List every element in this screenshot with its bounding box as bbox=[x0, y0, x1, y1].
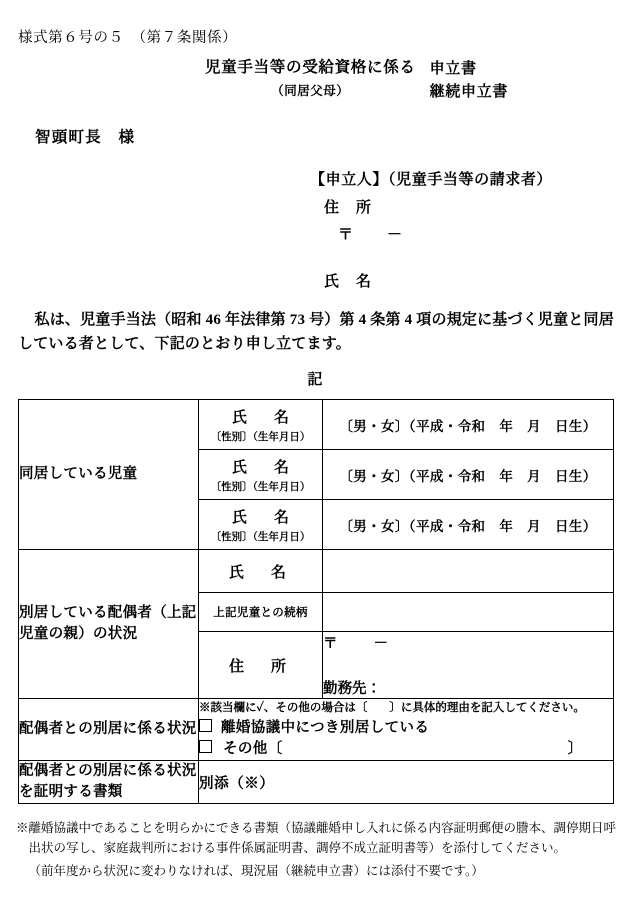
row-header-separated-spouse: 別居している配偶者（上記児童の親）の状況 bbox=[19, 550, 199, 699]
main-form-table bbox=[18, 399, 614, 804]
footnote-line-2: 出状の写し、家庭裁判所における事件係属証明書、調停不成立証明書等）を添付してください。 bbox=[28, 841, 567, 856]
table-row bbox=[19, 400, 614, 450]
note-suffix: 〕に具体的理由を記入してください。 bbox=[389, 702, 585, 714]
form-number: 様式第６号の５ （第７条関係） bbox=[18, 30, 238, 46]
addressee: 智頭町長 様 bbox=[35, 129, 136, 146]
title-variants bbox=[430, 58, 509, 103]
child-1-name-label: 氏 名 bbox=[231, 409, 295, 426]
footnotes bbox=[16, 818, 622, 881]
spouse-relation-input[interactable] bbox=[323, 593, 614, 632]
child-2-sub-label: 〔性別〕（生年月日） bbox=[210, 481, 311, 493]
separation-option-2-bracket-close: 〕 bbox=[567, 741, 583, 758]
table-row bbox=[19, 699, 614, 761]
checkbox-icon[interactable] bbox=[199, 740, 212, 753]
footnote-line-3: （前年度から状況に変わりなければ、現況届（継続申立書）には添付不要です。） bbox=[28, 863, 484, 878]
postal-dash: － bbox=[373, 636, 388, 652]
title-variant-continuation: 継続申立書 bbox=[429, 83, 509, 100]
applicant-postal-line bbox=[338, 223, 610, 244]
proof-documents-value[interactable]: 別添（※） bbox=[199, 761, 614, 804]
separation-option-1-label: 離婚協議中につき別居している bbox=[221, 720, 430, 736]
table-row bbox=[19, 550, 614, 593]
postal-mark-icon: 〒 bbox=[338, 227, 354, 243]
row-header-proof-documents: 配偶者との別居に係る状況を証明する書類 bbox=[19, 761, 199, 804]
child-2-detail[interactable]: 〔男・女〕（平成・令和 年 月 日生） bbox=[323, 450, 614, 500]
document-title-block bbox=[205, 58, 508, 103]
declaration-text bbox=[18, 308, 614, 357]
child-3-sub-label: 〔性別〕（生年月日） bbox=[210, 531, 311, 543]
applicant-address-label: 住 所 bbox=[324, 200, 373, 216]
row-header-cohabiting-children: 同居している児童 bbox=[19, 400, 199, 550]
checkbox-icon[interactable] bbox=[199, 719, 212, 732]
ki-mark: 記 bbox=[307, 372, 323, 388]
table-row bbox=[19, 761, 614, 804]
applicant-name-label: 氏 名 bbox=[324, 274, 373, 290]
spouse-postal-line bbox=[323, 632, 613, 653]
row-header-separation-status: 配偶者との別居に係る状況 bbox=[19, 699, 199, 761]
footnote-line-1: ※離婚協議中であることを明らかにできる書類（協議離婚申し入れに係る内容証明郵便の謄本、調停期日呼 bbox=[16, 821, 617, 835]
separation-option-1[interactable] bbox=[199, 718, 613, 739]
separation-status-note bbox=[199, 699, 613, 715]
separation-status-cell bbox=[199, 699, 614, 761]
separation-option-2[interactable] bbox=[199, 739, 613, 760]
spouse-address-label: 住 所 bbox=[199, 632, 323, 699]
spouse-name-label: 氏 名 bbox=[199, 550, 323, 593]
title-main-wrap bbox=[205, 58, 416, 99]
spouse-workplace-label: 勤務先： bbox=[323, 681, 381, 697]
spouse-address-input[interactable] bbox=[323, 632, 614, 699]
postal-mark-icon: 〒 bbox=[323, 636, 338, 652]
child-3-name-label-cell bbox=[199, 500, 323, 550]
postal-dash: － bbox=[387, 227, 403, 243]
title-variant-application: 申立書 bbox=[429, 61, 477, 77]
child-3-detail[interactable]: 〔男・女〕（平成・令和 年 月 日生） bbox=[323, 500, 614, 550]
page-subtitle: （同居父母） bbox=[271, 84, 350, 99]
note-prefix: ※該当欄に✓、その他の場合は〔 bbox=[199, 702, 368, 714]
child-1-detail[interactable]: 〔男・女〕（平成・令和 年 月 日生） bbox=[323, 400, 614, 450]
applicant-block bbox=[310, 168, 610, 291]
applicant-heading: 【申立人】（児童手当等の請求者） bbox=[310, 172, 553, 188]
declaration-body: 私は、児童手当法（昭和 46 年法律第 73 号）第 4 条第 4 項の規定に基づく児童と同居している者として、下記のとおり申し立てます。 bbox=[18, 312, 614, 353]
child-3-name-label: 氏 名 bbox=[231, 509, 295, 526]
child-1-name-label-cell bbox=[199, 400, 323, 450]
child-2-name-label-cell bbox=[199, 450, 323, 500]
spouse-relation-label: 上記児童との続柄 bbox=[199, 593, 323, 632]
child-2-name-label: 氏 名 bbox=[231, 459, 295, 476]
child-1-sub-label: 〔性別〕（生年月日） bbox=[210, 431, 311, 443]
page-title: 児童手当等の受給資格に係る bbox=[205, 59, 416, 76]
spouse-name-input[interactable] bbox=[323, 550, 614, 593]
separation-option-2-label: その他〔 bbox=[223, 741, 283, 758]
